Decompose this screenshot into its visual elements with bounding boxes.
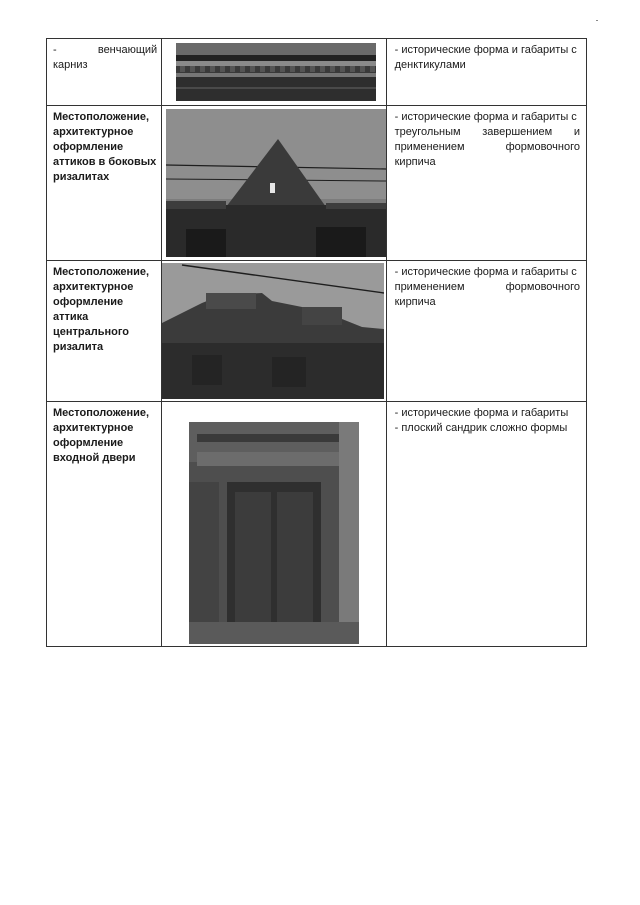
label-line: архитектурное: [53, 126, 134, 138]
row-label: [47, 261, 161, 355]
description-line: - исторические форма и габариты с: [394, 111, 577, 123]
description-cell: [386, 402, 586, 647]
label-line: оформление: [53, 141, 124, 153]
photo-cell: [162, 261, 386, 402]
row-label: [47, 106, 161, 185]
description-line: - плоский сандрик сложно формы: [394, 422, 568, 434]
label-line: центрального: [53, 326, 130, 338]
feature-table: [46, 38, 587, 647]
label-line: аттиков в боковых: [53, 156, 157, 168]
label-line: архитектурное: [53, 281, 134, 293]
label-line: Местоположение,: [53, 111, 150, 123]
table-row: [47, 106, 587, 261]
label-line: оформление аттика: [53, 296, 124, 323]
description-line: применением формовочного: [394, 281, 580, 293]
label-line: ризалитах: [53, 171, 110, 183]
description-cell: [386, 106, 586, 261]
row-description: [387, 39, 586, 73]
description-line: кирпича: [394, 296, 436, 308]
photo-cell: [162, 106, 386, 261]
row-description: [387, 261, 586, 310]
label-line: оформление: [53, 437, 124, 449]
label-line: Местоположение,: [53, 266, 150, 278]
description-cell: [386, 39, 586, 106]
row-description: [387, 106, 586, 170]
photo-cell: [162, 402, 386, 647]
description-cell: [386, 261, 586, 402]
label-line: входной двери: [53, 452, 136, 464]
label-cell: [47, 106, 162, 261]
description-line: - исторические форма и габариты: [394, 407, 569, 419]
label-line: венчающий: [97, 44, 158, 56]
table-row: [47, 261, 587, 402]
description-line: денктикулами: [394, 59, 466, 71]
description-line: - исторические форма и габариты с: [394, 44, 577, 56]
label-line: карниз: [53, 59, 88, 71]
label-line: Местоположение,: [53, 407, 150, 419]
label-line: архитектурное: [53, 422, 134, 434]
photo-cell: [162, 39, 386, 106]
description-line: применением формовочного: [394, 141, 580, 153]
label-cell: [47, 402, 162, 647]
label-cell: [47, 39, 162, 106]
label-line: -: [53, 44, 57, 56]
description-line: - исторические форма и габариты с: [394, 266, 577, 278]
central-attic-photo: [162, 263, 384, 399]
description-line: кирпича: [394, 156, 436, 168]
scan-mark: [596, 20, 598, 21]
row-description: [387, 402, 586, 436]
cornice-photo: [176, 43, 376, 101]
entrance-door-photo: [189, 422, 359, 644]
table-row: [47, 402, 587, 647]
row-label: [47, 39, 161, 73]
label-cell: [47, 261, 162, 402]
label-line: ризалита: [53, 341, 104, 353]
row-label: [47, 402, 161, 466]
description-line: треугольным завершением и: [394, 126, 580, 138]
table-row: [47, 39, 587, 106]
side-attic-photo: [166, 109, 386, 257]
